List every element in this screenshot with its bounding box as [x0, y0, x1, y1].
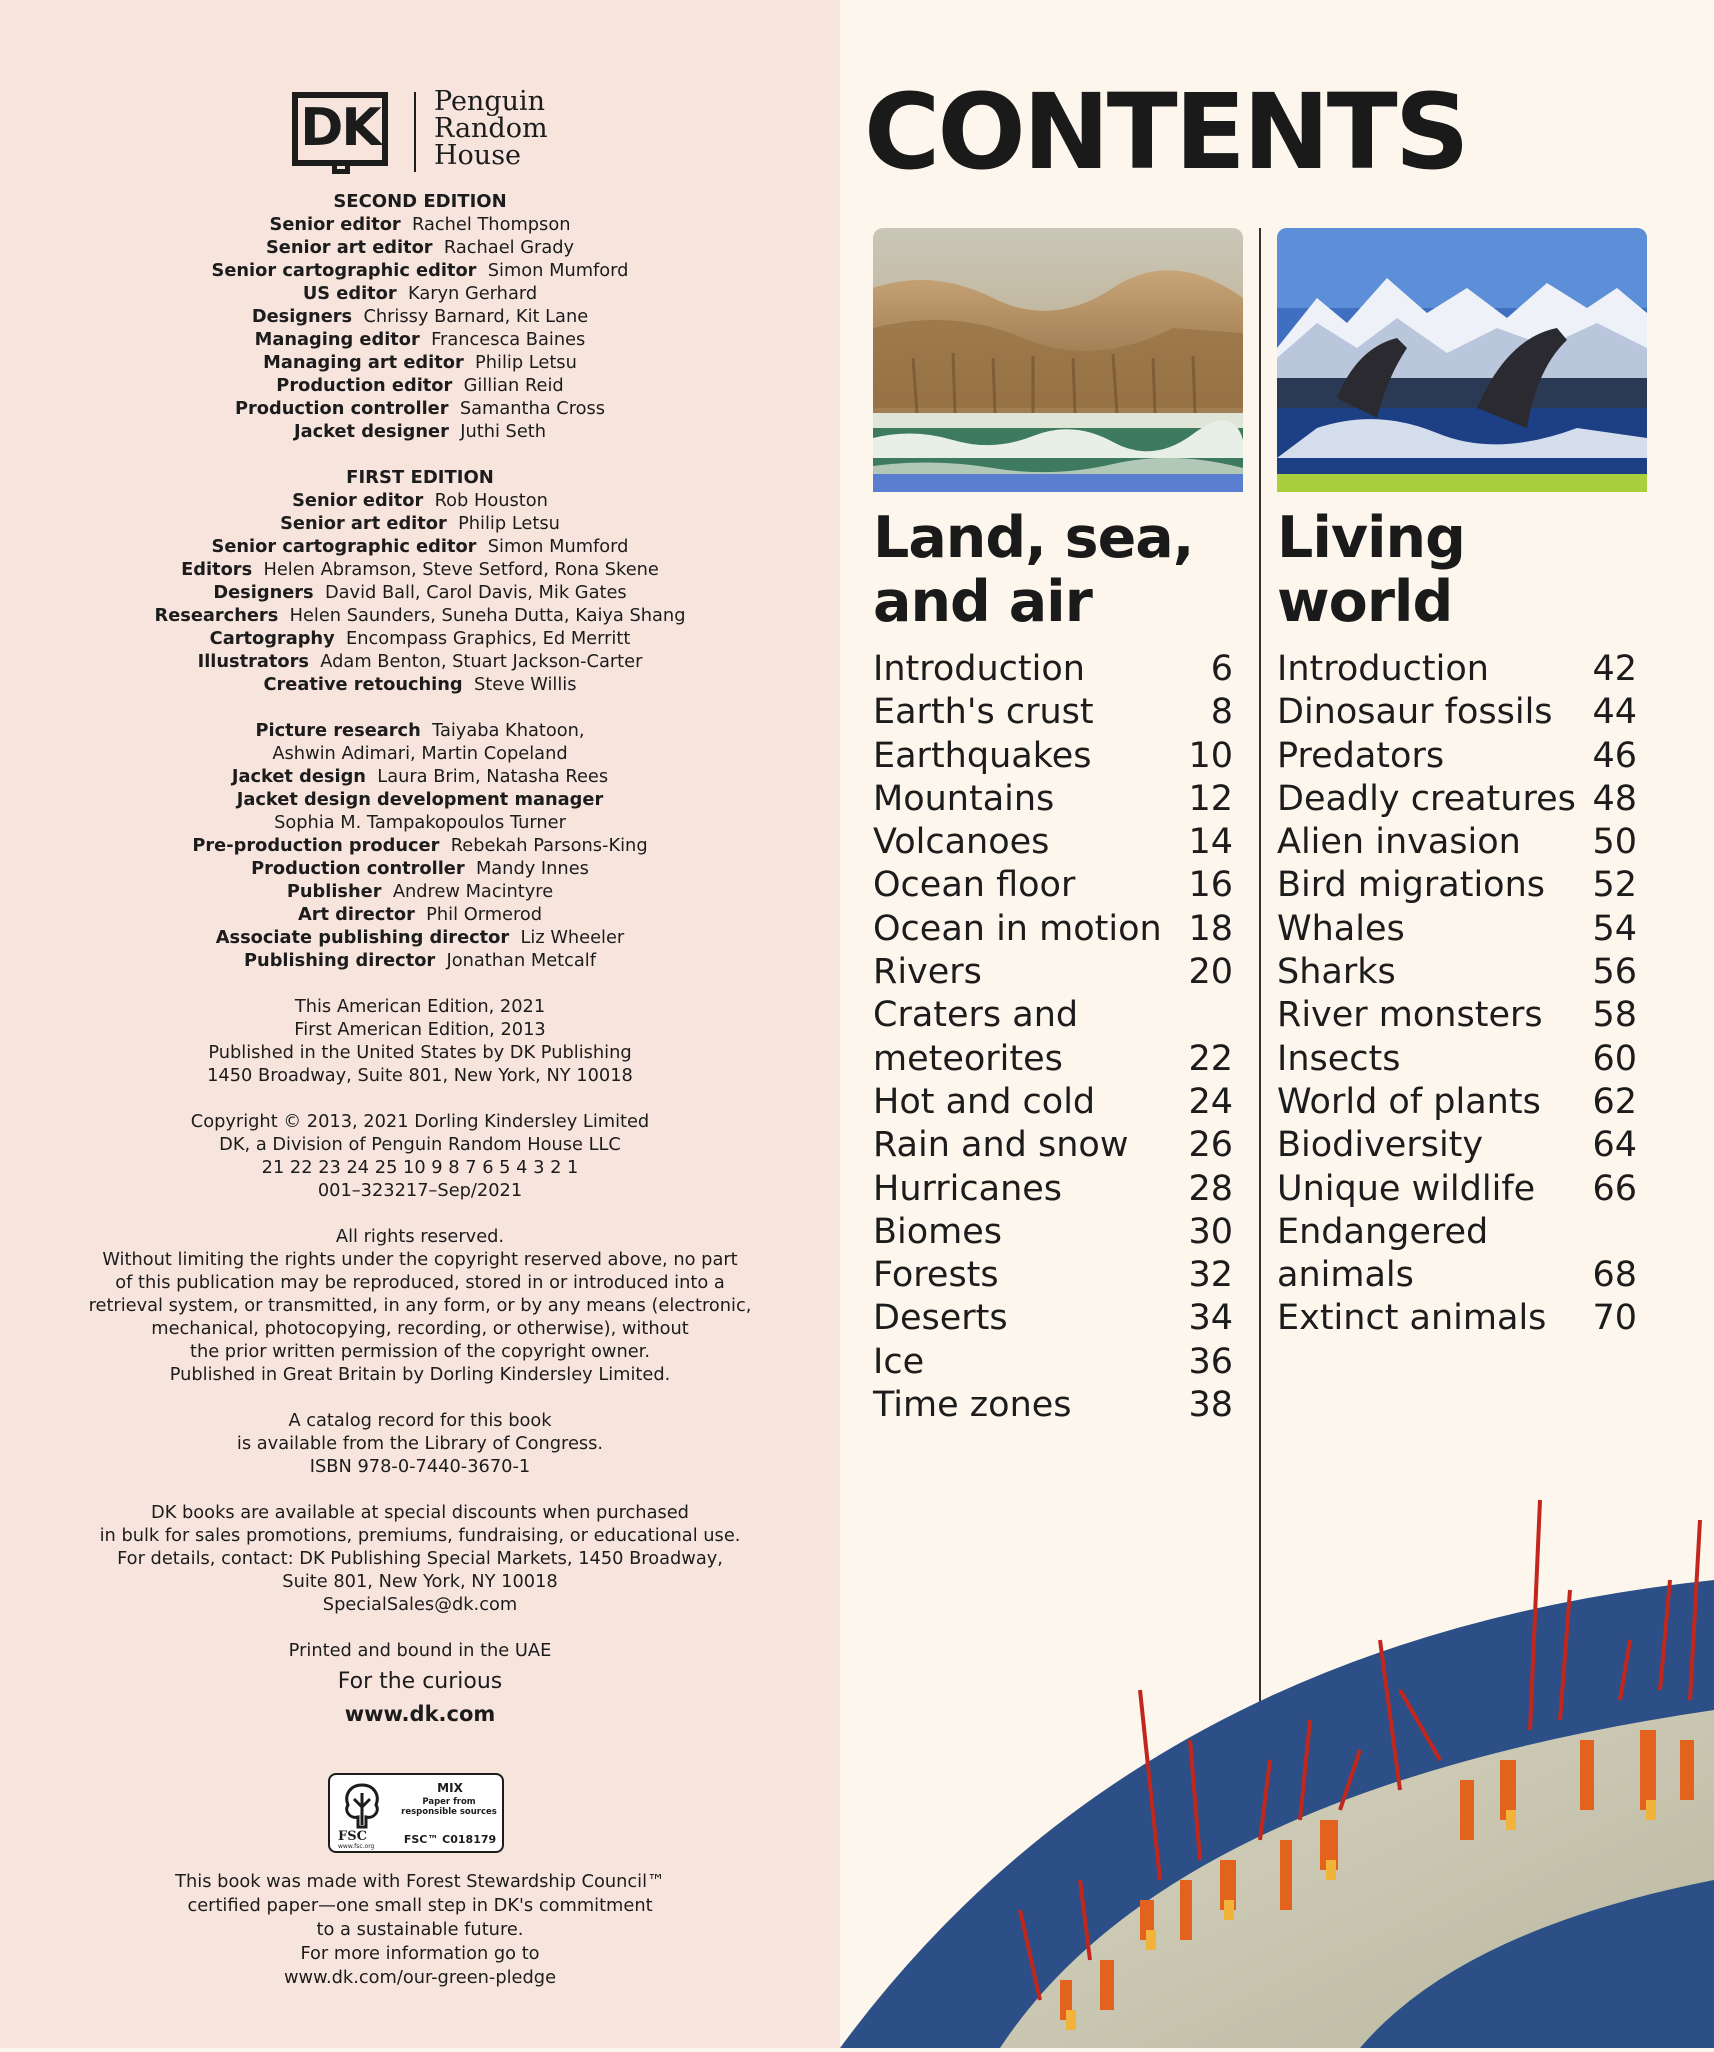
toc-item[interactable]: Ice 36: [873, 1341, 1233, 1384]
page-number: 50: [1592, 822, 1637, 863]
printed-note: Printed and bound in the UAE: [288, 1640, 552, 1661]
section-accent-bar: [873, 474, 1243, 492]
desert-coast-photo: [873, 228, 1243, 492]
text-line: This American Edition, 2021: [294, 996, 546, 1017]
page-title: CONTENTS: [864, 71, 1467, 193]
page-number: 48: [1592, 778, 1637, 819]
page-number: 28: [1188, 1168, 1233, 1209]
page-number: 68: [1592, 1255, 1637, 1296]
page-number: 22: [1188, 1038, 1233, 1079]
text-line: A catalog record for this book: [288, 1410, 552, 1431]
page-number: 54: [1592, 908, 1637, 949]
credit-row: Production editor Gillian Reid: [276, 375, 564, 396]
logo-divider: [414, 92, 416, 172]
more-credits: [60, 834, 780, 972]
penguin-random-house-logo: Penguin Random House: [434, 86, 548, 171]
page-number: 44: [1592, 692, 1637, 733]
text-line: DK books are available at special discounts when purchased: [151, 1502, 689, 1523]
section-title: Living world: [1277, 505, 1465, 635]
text-line: Suite 801, New York, NY 10018: [282, 1571, 558, 1592]
page-number: 32: [1188, 1255, 1233, 1296]
edition-info: [60, 995, 780, 1087]
credit-row: Illustrators Adam Benton, Stuart Jackson-Carter: [197, 651, 643, 672]
website-link[interactable]: www.dk.com: [344, 1702, 496, 1726]
credit-row: Art director Phil Ormerod: [297, 904, 543, 925]
credit-row: Senior art editor Philip Letsu: [280, 513, 560, 534]
page-number: 58: [1592, 995, 1637, 1036]
toc-item[interactable]: Extinct animals 70: [1277, 1297, 1637, 1340]
globe-data-illustration: [840, 1460, 1714, 2048]
toc-list: [873, 648, 1233, 1427]
page-number: 12: [1188, 778, 1233, 819]
page-number: 42: [1592, 649, 1637, 689]
rights-block: [60, 1225, 780, 1386]
toc-item[interactable]: Bird migrations 52: [1277, 864, 1637, 907]
toc-item[interactable]: Whales 54: [1277, 908, 1637, 951]
text-line: Copyright © 2013, 2021 Dorling Kindersley Limited: [190, 1111, 650, 1132]
page-number: 56: [1592, 952, 1637, 993]
dk-logo: DK: [292, 92, 388, 166]
toc-item[interactable]: Earthquakes 10: [873, 735, 1233, 778]
credit-row: Publisher Andrew Macintyre: [286, 881, 554, 902]
text-line: is available from the Library of Congress.: [236, 1433, 604, 1454]
credit-row: Cartography Encompass Graphics, Ed Merritt: [209, 628, 631, 649]
text-line: Without limiting the rights under the copyright reserved above, no part: [102, 1249, 738, 1270]
second-edition-credits: [60, 213, 780, 443]
credit-row: Picture research Taiyaba Khatoon,: [255, 720, 585, 741]
section-accent-bar: [1277, 474, 1647, 492]
tagline: For the curious: [337, 1669, 503, 1694]
fsc-note: This book was made with Forest Stewardship Council™ certified paper—one small step in DK's commitment to a sustainable future. For more information go to www.dk.com/our-green-pledge: [60, 1870, 780, 1990]
credit-row: Managing art editor Philip Letsu: [263, 352, 577, 373]
fsc-tree-icon: [340, 1781, 384, 1831]
page-number: 38: [1188, 1385, 1233, 1426]
imprint-page: [0, 0, 840, 2048]
toc-item[interactable]: Introduction 42: [1277, 648, 1637, 691]
toc-item[interactable]: Dinosaur fossils 44: [1277, 691, 1637, 734]
toc-item[interactable]: Introduction 6: [873, 648, 1233, 691]
text-line: First American Edition, 2013: [294, 1019, 546, 1040]
first-edition-credits: [60, 489, 780, 696]
toc-item[interactable]: Insects 60: [1277, 1038, 1637, 1081]
credit-row: Associate publishing director Liz Wheeler: [215, 927, 625, 948]
page-number: 18: [1188, 908, 1233, 949]
page-number: 34: [1188, 1298, 1233, 1339]
text-line: 001–323217–Sep/2021: [317, 1180, 523, 1201]
humpback-whales-photo: [1277, 228, 1647, 492]
credit-row: Creative retouching Steve Willis: [263, 674, 577, 695]
credit-row: Jacket design Laura Brim, Natasha Rees: [231, 766, 609, 787]
second-edition-heading: SECOND EDITION: [333, 191, 507, 212]
toc-item[interactable]: Earth's crust 8: [873, 691, 1233, 734]
toc-item[interactable]: Sharks 56: [1277, 951, 1637, 994]
page-number: 64: [1592, 1125, 1637, 1166]
page-number: 26: [1188, 1125, 1233, 1166]
credit-row: Senior art editor Rachael Grady: [265, 237, 575, 258]
credit-row: Pre-production producer Rebekah Parsons-King: [192, 835, 648, 856]
credit-row: Designers Chrissy Barnard, Kit Lane: [251, 306, 589, 327]
page-number: 62: [1592, 1081, 1637, 1122]
text-line: 1450 Broadway, Suite 801, New York, NY 10018: [207, 1065, 633, 1086]
credit-row: Production controller Samantha Cross: [234, 398, 606, 419]
toc-item[interactable]: Ocean floor 16: [873, 864, 1233, 907]
dk-logo-tab: [332, 164, 350, 174]
page-number: 24: [1188, 1081, 1233, 1122]
page-number: 36: [1188, 1341, 1233, 1382]
page-number: 30: [1188, 1211, 1233, 1252]
toc-item[interactable]: animals 68: [1277, 1254, 1637, 1297]
text-line: Published in Great Britain by Dorling Kindersley Limited.: [169, 1364, 671, 1385]
credit-row: Senior cartographic editor Simon Mumford: [211, 536, 629, 557]
credit-row: Sophia M. Tampakopoulos Turner: [274, 812, 566, 833]
credit-row: Jacket design development manager: [236, 789, 604, 810]
page-number: 10: [1188, 735, 1233, 776]
imprint-credits: [60, 190, 780, 1730]
copyright-block: [60, 1110, 780, 1202]
toc-item[interactable]: Deadly creatures 48: [1277, 778, 1637, 821]
toc-item[interactable]: Predators 46: [1277, 735, 1637, 778]
credit-row: Senior editor Rachel Thompson: [269, 214, 571, 235]
credit-row: Senior cartographic editor Simon Mumford: [211, 260, 629, 281]
text-line: All rights reserved.: [335, 1226, 505, 1247]
page-number: 8: [1210, 692, 1233, 733]
toc-item[interactable]: Rivers 20: [873, 951, 1233, 994]
credit-row: Jacket designer Juthi Seth: [293, 421, 547, 442]
dk-prh-logo: [292, 88, 592, 178]
credit-row: Editors Helen Abramson, Steve Setford, Rona Skene: [181, 559, 659, 580]
green-pledge-link[interactable]: www.dk.com/our-green-pledge: [283, 1967, 557, 1988]
page-number: 70: [1592, 1298, 1637, 1339]
text-line: 21 22 23 24 25 10 9 8 7 6 5 4 3 2 1: [261, 1157, 579, 1178]
section-title: Land, sea, and air: [873, 505, 1194, 635]
toc-item[interactable]: Mountains 12: [873, 778, 1233, 821]
credit-row: US editor Karyn Gerhard: [302, 283, 538, 304]
credit-row: Managing editor Francesca Baines: [254, 329, 586, 350]
page-number: 46: [1592, 735, 1637, 776]
fsc-logo: FSC www.fsc.org MIX Paper from responsible sources FSC™ C018179: [328, 1773, 504, 1853]
toc-item[interactable]: Hurricanes 28: [873, 1168, 1233, 1211]
page-number: 6: [1210, 649, 1233, 689]
credit-row: Publishing director Jonathan Metcalf: [244, 950, 596, 971]
credit-row: Ashwin Adimari, Martin Copeland: [272, 743, 568, 764]
page-number: 16: [1188, 865, 1233, 906]
text-line: retrieval system, or transmitted, in any form, or by any means (electronic,: [88, 1295, 752, 1316]
toc-item[interactable]: Forests 32: [873, 1254, 1233, 1297]
page-number: 52: [1592, 865, 1637, 906]
credit-row: Designers David Ball, Carol Davis, Mik Gates: [213, 582, 627, 603]
text-line: the prior written permission of the copyright owner.: [189, 1341, 651, 1362]
toc-item[interactable]: Unique wildlife 66: [1277, 1168, 1637, 1211]
page-number: 60: [1592, 1038, 1637, 1079]
toc-item[interactable]: meteorites 22: [873, 1038, 1233, 1081]
text-line: Published in the United States by DK Publishing: [208, 1042, 632, 1063]
text-line: For details, contact: DK Publishing Special Markets, 1450 Broadway,: [117, 1548, 723, 1569]
page-number: 14: [1188, 822, 1233, 863]
toc-item[interactable]: World of plants 62: [1277, 1081, 1637, 1124]
toc-item[interactable]: Time zones 38: [873, 1384, 1233, 1427]
toc-item[interactable]: Alien invasion 50: [1277, 821, 1637, 864]
text-line: SpecialSales@dk.com: [322, 1594, 518, 1615]
toc-item[interactable]: Rain and snow 26: [873, 1124, 1233, 1167]
page-number: 20: [1188, 952, 1233, 993]
special-sales-block: [60, 1501, 780, 1616]
text-line: ISBN 978-0-7440-3670-1: [309, 1456, 531, 1477]
credit-row: Researchers Helen Saunders, Suneha Dutta, Kaiya Shang: [154, 605, 686, 626]
text-line: of this publication may be reproduced, stored in or introduced into a: [115, 1272, 725, 1293]
toc-item[interactable]: Ocean in motion 18: [873, 908, 1233, 951]
credit-row: Senior editor Rob Houston: [292, 490, 548, 511]
toc-item[interactable]: Biomes 30: [873, 1211, 1233, 1254]
credit-row: Production controller Mandy Innes: [251, 858, 589, 879]
page-number: 66: [1592, 1168, 1637, 1209]
text-line: mechanical, photocopying, recording, or otherwise), without: [151, 1318, 689, 1339]
toc-item[interactable]: River monsters 58: [1277, 994, 1637, 1037]
first-edition-heading: FIRST EDITION: [346, 467, 494, 488]
toc-item[interactable]: Endangered: [1277, 1211, 1489, 1252]
toc-item[interactable]: Deserts 34: [873, 1297, 1233, 1340]
toc-item[interactable]: Craters and: [873, 995, 1079, 1036]
toc-item[interactable]: Volcanoes 14: [873, 821, 1233, 864]
toc-list: [1277, 648, 1637, 1341]
toc-item[interactable]: Hot and cold 24: [873, 1081, 1233, 1124]
text-line: DK, a Division of Penguin Random House LLC: [219, 1134, 621, 1155]
text-line: in bulk for sales promotions, premiums, fundraising, or educational use.: [99, 1525, 741, 1546]
toc-item[interactable]: Biodiversity 64: [1277, 1124, 1637, 1167]
catalog-block: [60, 1409, 780, 1478]
